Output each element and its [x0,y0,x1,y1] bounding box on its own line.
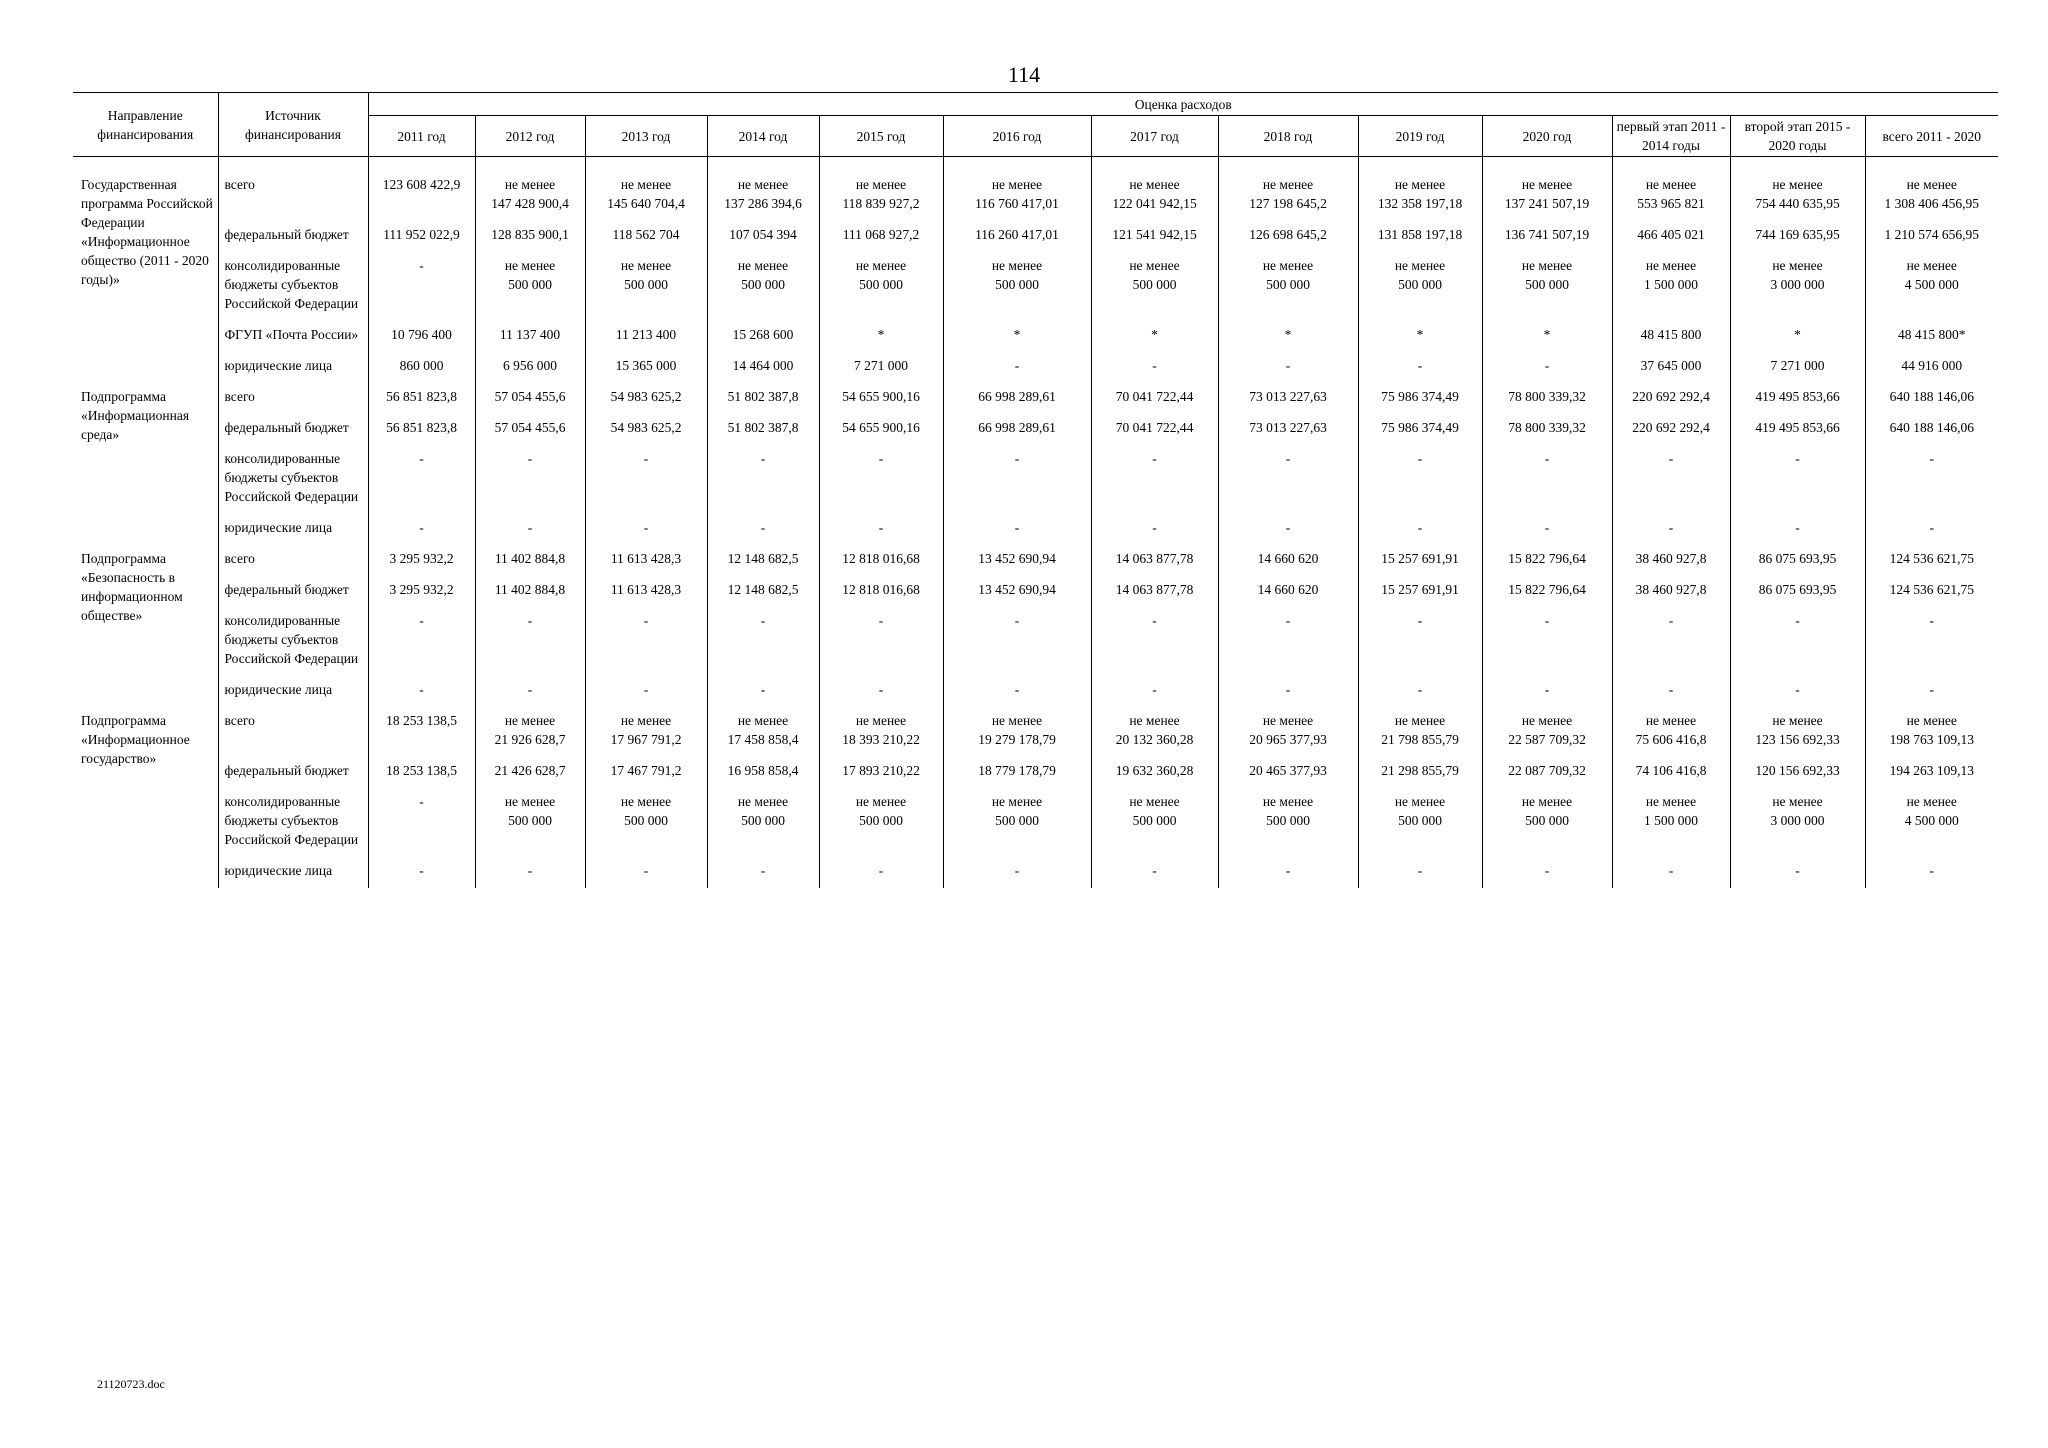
value-cell: 12 818 016,68 [819,545,943,576]
value-cell: - [943,607,1091,676]
value-cell: - [943,857,1091,888]
value-cell: - [1482,352,1612,383]
value-cell: 860 000 [368,352,475,383]
value-cell: 17 893 210,22 [819,757,943,788]
value-cell: - [1612,607,1730,676]
source-cell: всего [218,545,368,576]
value-cell: - [1218,607,1358,676]
value-cell: 86 075 693,95 [1730,576,1865,607]
value-cell: 120 156 692,33 [1730,757,1865,788]
source-cell: юридические лица [218,857,368,888]
value-cell: не менее 17 458 858,4 [707,707,819,757]
value-cell: - [1358,514,1482,545]
value-cell: не менее 3 000 000 [1730,788,1865,857]
value-cell: 73 013 227,63 [1218,414,1358,445]
header-column: 2013 год [585,116,707,157]
value-cell: 57 054 455,6 [475,414,585,445]
value-cell: 66 998 289,61 [943,414,1091,445]
value-cell: не менее 20 132 360,28 [1091,707,1218,757]
value-cell: - [475,676,585,707]
source-cell: консолидированные бюджеты субъектов Российской Федерации [218,445,368,514]
value-cell: 419 495 853,66 [1730,414,1865,445]
table-row [73,676,1998,707]
value-cell: не менее 147 428 900,4 [475,171,585,221]
value-cell: 7 271 000 [1730,352,1865,383]
value-cell: 70 041 722,44 [1091,414,1218,445]
value-cell: не менее 500 000 [475,252,585,321]
value-cell: 136 741 507,19 [1482,221,1612,252]
budget-table [73,92,1998,888]
value-cell: не менее 500 000 [1091,788,1218,857]
value-cell: - [1091,857,1218,888]
value-cell: 11 613 428,3 [585,545,707,576]
value-cell: 18 779 178,79 [943,757,1091,788]
value-cell: 74 106 416,8 [1612,757,1730,788]
value-cell: 12 818 016,68 [819,576,943,607]
value-cell: - [1865,857,1998,888]
value-cell: не менее 127 198 645,2 [1218,171,1358,221]
value-cell: - [1730,676,1865,707]
value-cell: - [475,514,585,545]
value-cell: - [1730,857,1865,888]
value-cell: 44 916 000 [1865,352,1998,383]
source-cell: консолидированные бюджеты субъектов Российской Федерации [218,252,368,321]
table-row [73,757,1998,788]
header-direction: Направление финансирования [73,93,218,157]
value-cell: - [368,445,475,514]
value-cell: 640 188 146,06 [1865,414,1998,445]
value-cell: - [585,514,707,545]
value-cell: не менее 19 279 178,79 [943,707,1091,757]
table-row [73,545,1998,576]
value-cell: 38 460 927,8 [1612,576,1730,607]
value-cell: 19 632 360,28 [1091,757,1218,788]
value-cell: не менее 500 000 [1358,252,1482,321]
value-cell: * [1358,321,1482,352]
value-cell: 54 983 625,2 [585,414,707,445]
value-cell: 48 415 800 [1612,321,1730,352]
source-cell: ФГУП «Почта России» [218,321,368,352]
table-body [73,157,1998,889]
value-cell: 14 063 877,78 [1091,545,1218,576]
value-cell: - [707,676,819,707]
value-cell: - [1358,445,1482,514]
value-cell: - [475,857,585,888]
value-cell: 15 268 600 [707,321,819,352]
value-cell: не менее 198 763 109,13 [1865,707,1998,757]
value-cell: 111 068 927,2 [819,221,943,252]
value-cell: - [475,445,585,514]
source-cell: юридические лица [218,514,368,545]
value-cell: - [1218,514,1358,545]
value-cell: не менее 4 500 000 [1865,788,1998,857]
header-column: 2016 год [943,116,1091,157]
value-cell: 21 426 628,7 [475,757,585,788]
page-number: 114 [1007,62,1041,87]
value-cell: 3 295 932,2 [368,576,475,607]
value-cell: не менее 145 640 704,4 [585,171,707,221]
value-cell: - [819,514,943,545]
value-cell: - [1730,607,1865,676]
source-cell: федеральный бюджет [218,221,368,252]
value-cell: не менее 500 000 [1091,252,1218,321]
value-cell: - [943,514,1091,545]
value-cell: * [1482,321,1612,352]
value-cell: 419 495 853,66 [1730,383,1865,414]
value-cell: 13 452 690,94 [943,576,1091,607]
value-cell: не менее 500 000 [585,788,707,857]
value-cell: 38 460 927,8 [1612,545,1730,576]
value-cell: 11 137 400 [475,321,585,352]
value-cell: 121 541 942,15 [1091,221,1218,252]
value-cell: - [368,514,475,545]
source-cell: юридические лица [218,352,368,383]
source-cell: федеральный бюджет [218,414,368,445]
source-cell: консолидированные бюджеты субъектов Российской Федерации [218,607,368,676]
value-cell: 17 467 791,2 [585,757,707,788]
value-cell: 12 148 682,5 [707,576,819,607]
table-row [73,221,1998,252]
value-cell: - [1612,857,1730,888]
value-cell: не менее 116 760 417,01 [943,171,1091,221]
direction-cell: Подпрограмма «Информационная среда» [81,389,190,442]
value-cell: 14 464 000 [707,352,819,383]
value-cell: не менее 137 286 394,6 [707,171,819,221]
value-cell: - [819,607,943,676]
value-cell: - [707,514,819,545]
value-cell: - [1730,445,1865,514]
header-column: первый этап 2011 - 2014 годы [1612,116,1730,157]
value-cell: 18 253 138,5 [368,757,475,788]
table-row [73,414,1998,445]
value-cell: 7 271 000 [819,352,943,383]
value-cell: - [585,857,707,888]
value-cell: не менее 500 000 [707,788,819,857]
value-cell: - [1482,607,1612,676]
table-row [73,707,1998,757]
table-row [73,788,1998,857]
header-column: 2011 год [368,116,475,157]
value-cell: 15 822 796,64 [1482,545,1612,576]
value-cell: - [1865,514,1998,545]
value-cell: - [819,445,943,514]
value-cell: - [1612,676,1730,707]
value-cell: 66 998 289,61 [943,383,1091,414]
header-column: 2018 год [1218,116,1358,157]
value-cell: - [943,352,1091,383]
value-cell: - [819,857,943,888]
value-cell: - [1091,445,1218,514]
source-cell: федеральный бюджет [218,757,368,788]
value-cell: 15 257 691,91 [1358,545,1482,576]
table-row [73,857,1998,888]
value-cell: - [1358,676,1482,707]
value-cell: 15 365 000 [585,352,707,383]
value-cell: не менее 500 000 [819,788,943,857]
value-cell: * [1091,321,1218,352]
value-cell: не менее 500 000 [819,252,943,321]
source-cell: всего [218,383,368,414]
value-cell: не менее 137 241 507,19 [1482,171,1612,221]
value-cell: - [368,607,475,676]
value-cell: не менее 118 839 927,2 [819,171,943,221]
value-cell: 640 188 146,06 [1865,383,1998,414]
value-cell: не менее 17 967 791,2 [585,707,707,757]
direction-cell: Подпрограмма «Информационное государство» [81,713,190,766]
table-row [73,514,1998,545]
value-cell: - [475,607,585,676]
value-cell: не менее 500 000 [585,252,707,321]
value-cell: - [1218,676,1358,707]
value-cell: 57 054 455,6 [475,383,585,414]
header-group: Оценка расходов [368,93,1998,116]
value-cell: - [707,857,819,888]
table-header [73,93,1998,157]
value-cell: 18 253 138,5 [368,707,475,757]
value-cell: * [819,321,943,352]
direction-cell: Подпрограмма «Безопасность в информационном обществе» [81,551,183,623]
value-cell: 107 054 394 [707,221,819,252]
table-row [73,607,1998,676]
table-row [73,576,1998,607]
value-cell: 124 536 621,75 [1865,576,1998,607]
value-cell: - [1612,514,1730,545]
source-cell: юридические лица [218,676,368,707]
value-cell: - [1091,607,1218,676]
value-cell: 54 655 900,16 [819,383,943,414]
value-cell: - [1218,857,1358,888]
value-cell: не менее 500 000 [1482,252,1612,321]
value-cell: не менее 500 000 [1482,788,1612,857]
value-cell: 78 800 339,32 [1482,383,1612,414]
value-cell: - [1865,445,1998,514]
value-cell: 11 613 428,3 [585,576,707,607]
table-row [73,445,1998,514]
value-cell: 70 041 722,44 [1091,383,1218,414]
value-cell: - [1218,352,1358,383]
value-cell: 75 986 374,49 [1358,414,1482,445]
source-cell: федеральный бюджет [218,576,368,607]
value-cell: - [1482,676,1612,707]
value-cell: не менее 500 000 [943,788,1091,857]
value-cell: не менее 22 587 709,32 [1482,707,1612,757]
value-cell: 73 013 227,63 [1218,383,1358,414]
table-row [73,321,1998,352]
value-cell: 14 660 620 [1218,545,1358,576]
value-cell: - [368,676,475,707]
footer-filename: 21120723.doc [97,1377,165,1391]
header-column: 2015 год [819,116,943,157]
value-cell: * [1730,321,1865,352]
value-cell: 10 796 400 [368,321,475,352]
value-cell: - [1612,445,1730,514]
value-cell: - [1865,676,1998,707]
table-row [73,252,1998,321]
value-cell: 126 698 645,2 [1218,221,1358,252]
value-cell: - [585,607,707,676]
value-cell: - [1865,607,1998,676]
value-cell: - [1091,514,1218,545]
table-row [73,171,1998,221]
value-cell: 131 858 197,18 [1358,221,1482,252]
value-cell: - [819,676,943,707]
value-cell: - [585,445,707,514]
value-cell: 194 263 109,13 [1865,757,1998,788]
value-cell: не менее 500 000 [943,252,1091,321]
value-cell: 220 692 292,4 [1612,383,1730,414]
value-cell: не менее 500 000 [1218,252,1358,321]
value-cell: - [943,445,1091,514]
value-cell: 14 063 877,78 [1091,576,1218,607]
value-cell: 51 802 387,8 [707,383,819,414]
value-cell: не менее 1 500 000 [1612,788,1730,857]
value-cell: - [1091,352,1218,383]
value-cell: - [1482,857,1612,888]
value-cell: 124 536 621,75 [1865,545,1998,576]
value-cell: 123 608 422,9 [368,171,475,221]
value-cell: 21 298 855,79 [1358,757,1482,788]
value-cell: не менее 553 965 821 [1612,171,1730,221]
value-cell: 744 169 635,95 [1730,221,1865,252]
value-cell: 118 562 704 [585,221,707,252]
value-cell: 54 983 625,2 [585,383,707,414]
value-cell: - [1730,514,1865,545]
value-cell: - [707,445,819,514]
value-cell: * [1218,321,1358,352]
value-cell: - [1482,445,1612,514]
value-cell: не менее 500 000 [1358,788,1482,857]
value-cell: 466 405 021 [1612,221,1730,252]
value-cell: 11 402 884,8 [475,576,585,607]
value-cell: 13 452 690,94 [943,545,1091,576]
value-cell: 116 260 417,01 [943,221,1091,252]
header-source: Источник финансирования [218,93,368,157]
value-cell: не менее 75 606 416,8 [1612,707,1730,757]
value-cell: не менее 21 926 628,7 [475,707,585,757]
value-cell: - [1218,445,1358,514]
header-column: всего 2011 - 2020 [1865,116,1998,157]
value-cell: не менее 21 798 855,79 [1358,707,1482,757]
value-cell: 86 075 693,95 [1730,545,1865,576]
value-cell: - [1358,607,1482,676]
header-column: 2020 год [1482,116,1612,157]
value-cell: - [585,676,707,707]
value-cell: - [707,607,819,676]
budget-table-container [73,92,1998,888]
value-cell: не менее 132 358 197,18 [1358,171,1482,221]
value-cell: - [1358,857,1482,888]
direction-cell: Государственная программа Российской Федерации «Информационное общество (2011 - 2020 годы)» [81,177,213,287]
value-cell: 11 213 400 [585,321,707,352]
value-cell: - [1358,352,1482,383]
value-cell: - [368,252,475,321]
value-cell: 37 645 000 [1612,352,1730,383]
value-cell: 220 692 292,4 [1612,414,1730,445]
value-cell: 51 802 387,8 [707,414,819,445]
value-cell: не менее 1 500 000 [1612,252,1730,321]
value-cell: 20 465 377,93 [1218,757,1358,788]
value-cell: не менее 123 156 692,33 [1730,707,1865,757]
value-cell: не менее 500 000 [1218,788,1358,857]
value-cell: не менее 500 000 [707,252,819,321]
header-column: второй этап 2015 - 2020 годы [1730,116,1865,157]
value-cell: - [1091,676,1218,707]
value-cell: 11 402 884,8 [475,545,585,576]
value-cell: 1 210 574 656,95 [1865,221,1998,252]
value-cell: 22 087 709,32 [1482,757,1612,788]
header-column: 2014 год [707,116,819,157]
value-cell: 56 851 823,8 [368,383,475,414]
value-cell: не менее 1 308 406 456,95 [1865,171,1998,221]
header-column: 2017 год [1091,116,1218,157]
table-row [73,352,1998,383]
value-cell: - [368,788,475,857]
value-cell: не менее 754 440 635,95 [1730,171,1865,221]
value-cell: 12 148 682,5 [707,545,819,576]
value-cell: 14 660 620 [1218,576,1358,607]
source-cell: всего [218,171,368,221]
value-cell: - [368,857,475,888]
source-cell: всего [218,707,368,757]
value-cell: не менее 4 500 000 [1865,252,1998,321]
value-cell: * [943,321,1091,352]
table-row [73,383,1998,414]
value-cell: 78 800 339,32 [1482,414,1612,445]
value-cell: - [1482,514,1612,545]
source-cell: консолидированные бюджеты субъектов Российской Федерации [218,788,368,857]
value-cell: 15 257 691,91 [1358,576,1482,607]
value-cell: 16 958 858,4 [707,757,819,788]
header-column: 2012 год [475,116,585,157]
value-cell: не менее 500 000 [475,788,585,857]
value-cell: - [943,676,1091,707]
value-cell: 75 986 374,49 [1358,383,1482,414]
value-cell: 111 952 022,9 [368,221,475,252]
spacer-row [73,157,1998,172]
value-cell: 6 956 000 [475,352,585,383]
value-cell: не менее 3 000 000 [1730,252,1865,321]
value-cell: не менее 18 393 210,22 [819,707,943,757]
value-cell: 56 851 823,8 [368,414,475,445]
value-cell: не менее 20 965 377,93 [1218,707,1358,757]
value-cell: 15 822 796,64 [1482,576,1612,607]
value-cell: не менее 122 041 942,15 [1091,171,1218,221]
value-cell: 48 415 800* [1865,321,1998,352]
value-cell: 128 835 900,1 [475,221,585,252]
value-cell: 54 655 900,16 [819,414,943,445]
header-column: 2019 год [1358,116,1482,157]
value-cell: 3 295 932,2 [368,545,475,576]
